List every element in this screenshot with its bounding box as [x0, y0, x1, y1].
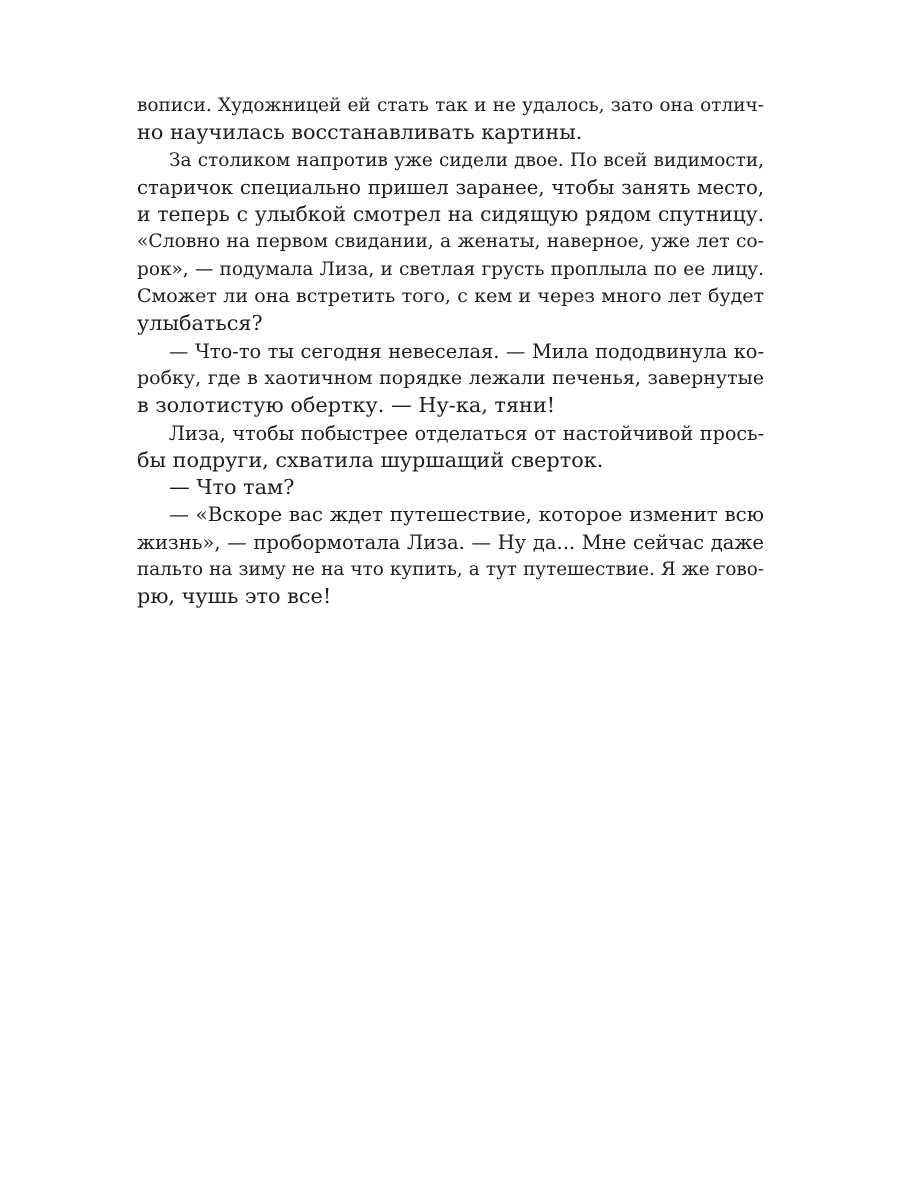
text-line: — Что-то ты сегодня невеселая. — Мила пододвинула ко-	[169, 339, 764, 363]
text-line: старичок специально пришел заранее, чтобы занять место,	[137, 175, 764, 199]
text-line: рок», — подумала Лиза, и светлая грусть проплыла по ее лицу.	[137, 258, 764, 280]
text-line: Лиза, чтобы побыстрее отделаться от настойчивой прось-	[169, 421, 764, 445]
text-line: За столиком напротив уже сидели двое. По всей видимости,	[169, 149, 764, 171]
text-line: рю, чушь это все!	[137, 584, 332, 609]
text-line: в золотистую обертку. — Ну-ка, тяни!	[137, 393, 556, 418]
text-line: но научилась восстанавливать картины.	[137, 120, 583, 145]
text-line: жизнь», — пробормотала Лиза. — Ну да... Мне сейчас даже	[137, 530, 764, 554]
text-line: — Что там?	[169, 475, 295, 500]
text-line: пальто на зиму не на что купить, а тут путешествие. Я же гово-	[137, 559, 764, 581]
text-line: вописи. Художницей ей стать так и не удалось, зато она отлич-	[137, 95, 764, 116]
text-line: — «Вскоре вас ждет путешествие, которое изменит всю	[169, 503, 764, 527]
text-line: и теперь с улыбкой смотрел на сидящую рядом спутницу.	[137, 202, 764, 227]
text-line: Сможет ли она встретить того, с кем и через много лет будет	[137, 285, 764, 308]
text-line: робку, где в хаотичном порядке лежали печенья, завернутые	[137, 366, 764, 389]
text-line: бы подруги, схватила шуршащий сверток.	[137, 447, 604, 472]
book-page-text	[137, 92, 764, 611]
text-line: улыбаться?	[137, 311, 263, 336]
text-line: «Словно на первом свидании, а женаты, наверное, уже лет со-	[137, 231, 764, 253]
